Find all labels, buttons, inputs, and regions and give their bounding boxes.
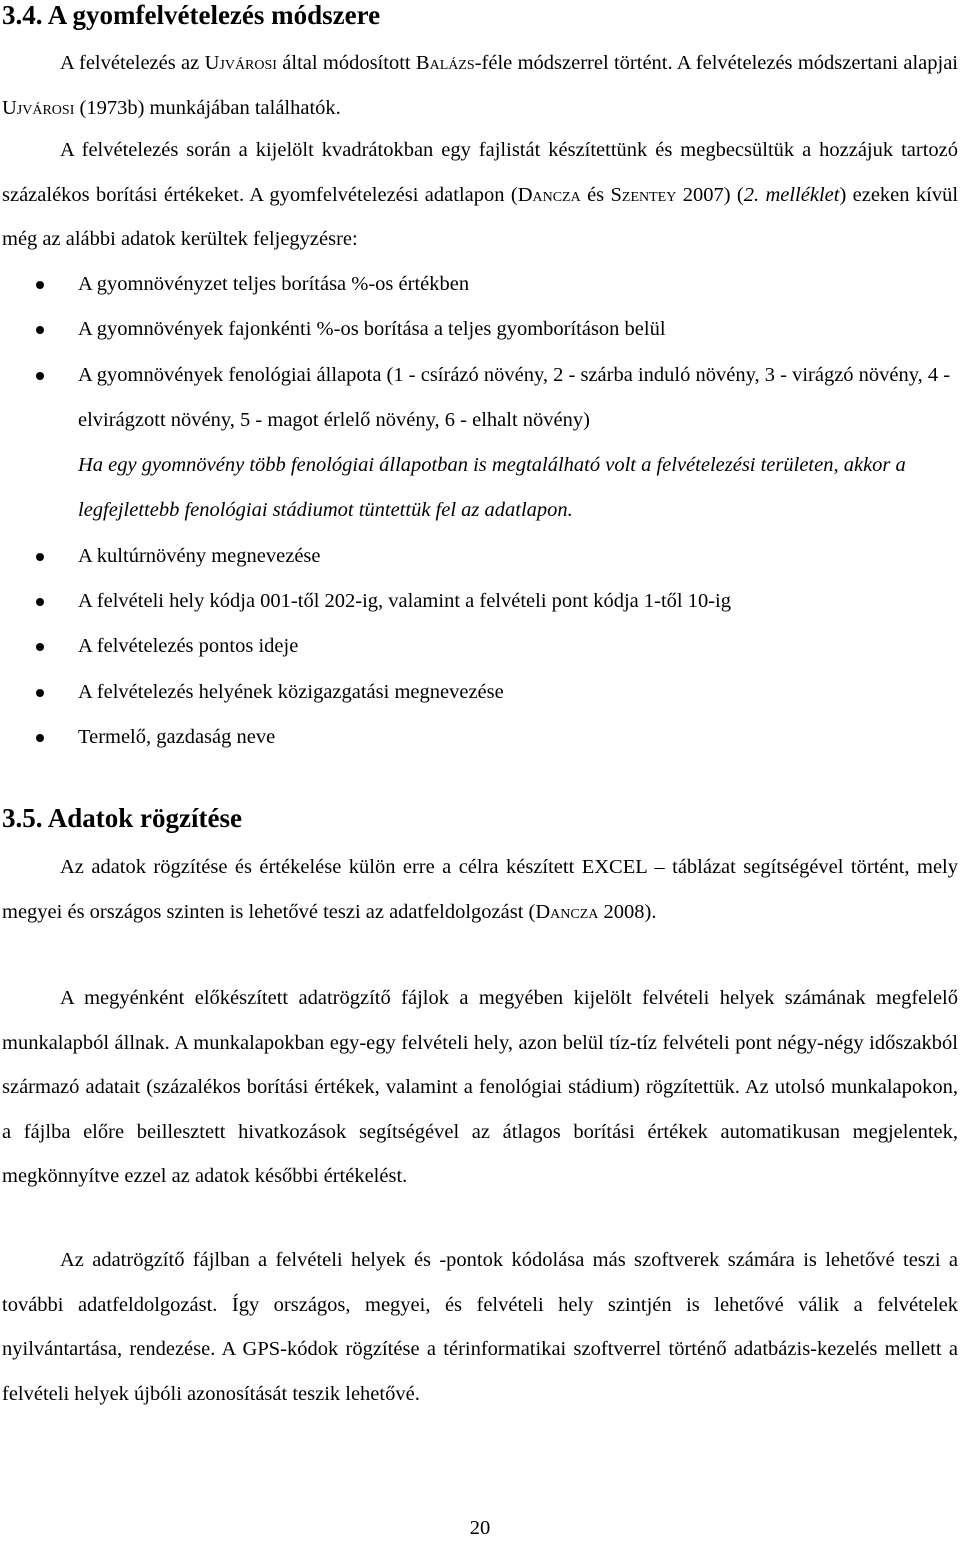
- section-heading-3-4: 3.4. A gyomfelvételezés módszere: [2, 0, 381, 30]
- page-number: 20: [469, 1517, 491, 1539]
- paragraph-coding: Az adatrögzítő fájlban a felvételi helyek és -pontok kódolása más szoftverek számára is lehetővé teszi a további adatfeldolgozást. Így országos, megyei, és felvételi hely szintjén is lehetővé válik a felvételek nyilvántartása, rendezése. A GPS-kódok rögzítése a térinformatikai szoftverrel történő adatbázis-kezelés mellett a felvételi helyek újbóli azonosítását teszik lehetővé.: [2, 1249, 958, 1405]
- text-run: A felvételezés során a kijelölt kvadrátokban egy fajlistát készítettünk és megbecsültük a hozzájuk tartozó százalékos borítási értékeket. A gyomfelvételezési adatlapon (: [2, 139, 958, 206]
- list-item-note: Ha egy gyomnövény több fenológiai állapotban is megtalálható volt a felvételezési területen, akkor a legfejlettebb fenológiai stádiumot tüntettük fel az adatlapon.: [78, 454, 906, 522]
- paragraph-survey-procedure: [2, 128, 958, 262]
- list-item: [0, 262, 956, 307]
- list-item-text: A felvételezés helyének közigazgatási megnevezése: [78, 680, 504, 703]
- section-heading-3-5: 3.5. Adatok rögzítése: [2, 803, 242, 833]
- list-item-text: Termelő, gazdaság neve: [78, 725, 276, 748]
- text-run: 2007) (: [676, 183, 744, 206]
- paragraph-method-source: [2, 41, 958, 130]
- list-item-text: A kultúrnövény megnevezése: [78, 544, 321, 567]
- list-item-text: A gyomnövényzet teljes borítása %-os értékben: [78, 273, 470, 295]
- text-run: -féle módszerrel történt. A felvételezés módszertani alapjai: [474, 52, 958, 74]
- bullet-icon: [36, 598, 44, 606]
- bullet-icon: [36, 326, 44, 334]
- bullet-icon: [36, 553, 44, 561]
- list-item-text: A felvételi hely kódja 001-től 202-ig, valamint a felvételi pont kódja 1-től 10-ig: [78, 590, 731, 613]
- bullet-icon: [36, 734, 44, 742]
- text-run: ) ezeken kívül még az alábbi adatok kerültek feljegyzésre:: [2, 183, 959, 251]
- text-run: Az adatok rögzítése és értékelése külön erre a célra készített EXCEL – táblázat segítségével történt, mely megyei és országos szinten is lehetővé teszi az adatfeldolgozást (: [2, 856, 958, 923]
- author-name: Szentey: [610, 183, 677, 206]
- list-item: [0, 624, 956, 669]
- text-run: 2008).: [598, 900, 657, 923]
- author-name: Ujvárosi: [2, 96, 75, 119]
- list-item: [0, 670, 956, 715]
- list-item: [0, 307, 956, 352]
- text-run: (1973b) munkájában találhatók.: [74, 96, 341, 119]
- list-item: [0, 353, 956, 534]
- appendix-reference: 2. melléklet: [743, 183, 840, 206]
- author-name: Ujvárosi: [204, 52, 277, 74]
- list-item: [0, 579, 956, 624]
- paragraph-data-recording-tool: [2, 845, 958, 934]
- list-item-text: A gyomnövények fenológiai állapota (1 - csírázó növény, 2 - szárba induló növény, 3 - virágzó növény, 4 - elvirágzott növény, 5 - magot érlelő növény, 6 - elhalt növény): [78, 363, 951, 431]
- list-item: [0, 534, 956, 579]
- bullet-icon: [36, 281, 44, 289]
- bullet-icon: [36, 372, 44, 380]
- text-run: által módosított: [276, 52, 416, 74]
- text-run: és: [580, 183, 611, 206]
- text-run: A felvételezés az: [60, 52, 205, 74]
- paragraph-worksheets: A megyénként előkészített adatrögzítő fájlok a megyében kijelölt felvételi helyek számának megfelelő munkalapból állnak. A munkalapokban egy-egy felvételi hely, azon belül tíz-tíz felvételi pont négy-négy időszakból származó adatait (százalékos borítási értékek, valamint a fenológiai stádium) rögzítettük. Az utolsó munkalapokon, a fájlba előre beillesztett hivatkozások segítségével az átlagos borítási értékek automatikusan megjelentek, megkönnyítve ezzel az adatok későbbi értékelést.: [2, 987, 958, 1188]
- bullet-icon: [36, 689, 44, 697]
- author-name: Balázs: [415, 52, 475, 74]
- list-item-text: A felvételezés pontos ideje: [78, 635, 299, 658]
- author-name: Dancza: [517, 183, 581, 206]
- bullet-icon: [36, 643, 44, 651]
- author-name: Dancza: [535, 900, 599, 923]
- list-item-text: A gyomnövények fajonkénti %-os borítása a teljes gyomborításon belül: [78, 318, 666, 341]
- list-item: [0, 715, 956, 760]
- recorded-data-list: [0, 262, 960, 760]
